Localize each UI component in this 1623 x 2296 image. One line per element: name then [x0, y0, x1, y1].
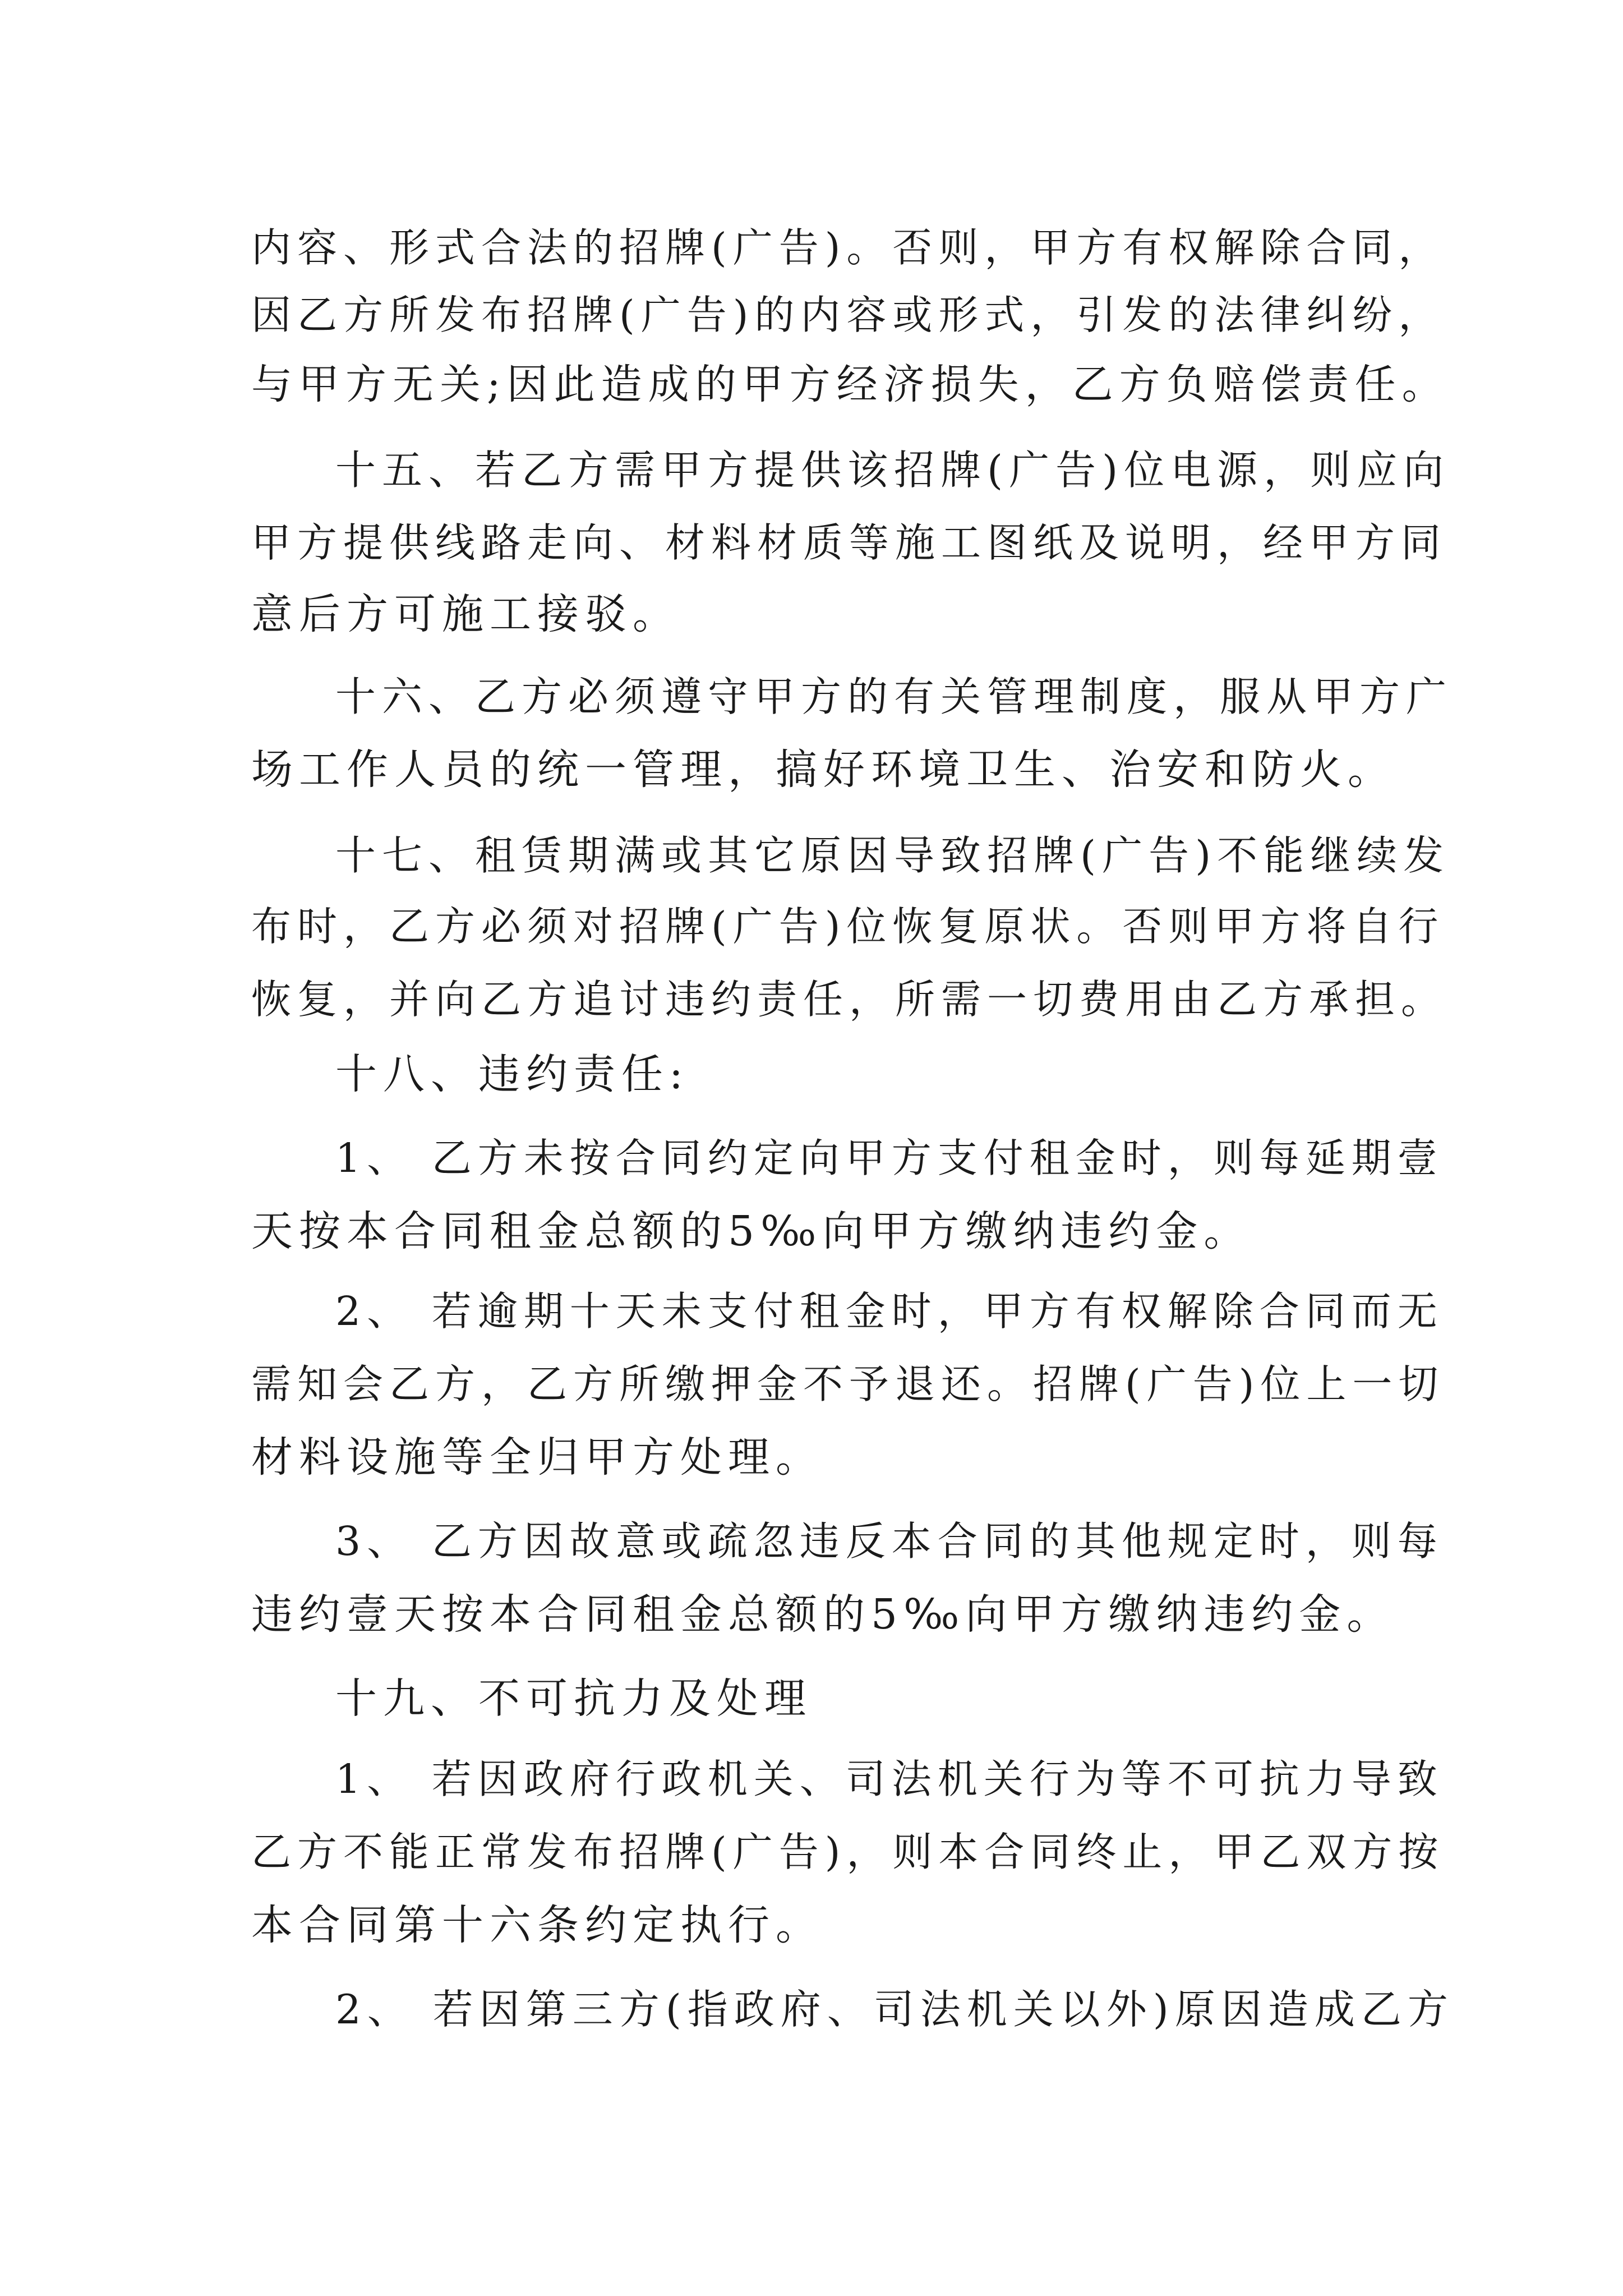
text-line: 需知会乙方，乙方所缴押金不予退还。招牌(广告)位上一切 [251, 1361, 1445, 1407]
text-line: 本合同第十六条约定执行。 [251, 1901, 823, 1949]
section-heading: 十九、不可抗力及处理 [335, 1674, 812, 1723]
text-line: 与甲方无关;因此造成的甲方经济损失，乙方负赔偿责任。 [251, 361, 1449, 408]
clause-start: 3、 乙方因故意或疏忽违反本合同的其他规定时，则每 [335, 1518, 1444, 1565]
text-line: 意后方可施工接驳。 [251, 590, 680, 638]
paragraph-start: 十六、乙方必须遵守甲方的有关管理制度，服从甲方广 [335, 673, 1453, 720]
text-line: 违约壹天按本合同租金总额的5‰向甲方缴纳违约金。 [251, 1590, 1395, 1639]
clause-start: 1、 若因政府行政机关、司法机关行为等不可抗力导致 [335, 1756, 1444, 1802]
text-line: 布时，乙方必须对招牌(广告)位恢复原状。否则甲方将自行 [251, 903, 1445, 950]
text-line: 恢复，并向乙方追讨违约责任，所需一切费用由乙方承担。 [251, 976, 1447, 1023]
text-line: 材料设施等全归甲方处理。 [251, 1433, 823, 1481]
text-line: 天按本合同租金总额的5‰向甲方缴纳违约金。 [251, 1207, 1252, 1255]
clause-start: 1、 乙方未按合同约定向甲方支付租金时，则每延期壹 [335, 1135, 1444, 1181]
section-heading: 十八、违约责任: [335, 1050, 689, 1098]
paragraph-start: 十七、租赁期满或其它原因导致招牌(广告)不能继续发 [335, 832, 1450, 879]
text-line: 内容、形式合法的招牌(广告)。否则，甲方有权解除合同， [251, 224, 1445, 271]
clause-start: 2、 若逾期十天未支付租金时，甲方有权解除合同而无 [335, 1288, 1444, 1335]
paragraph-start: 十五、若乙方需甲方提供该招牌(广告)位电源，则应向 [335, 447, 1450, 494]
text-line: 甲方提供线路走向、材料材质等施工图纸及说明，经甲方同 [251, 519, 1447, 566]
text-line: 场工作人员的统一管理，搞好环境卫生、治安和防火。 [251, 746, 1395, 794]
text-line: 乙方不能正常发布招牌(广告)，则本合同终止，甲乙双方按 [251, 1829, 1445, 1875]
clause-start: 2、 若因第三方(指政府、司法机关以外)原因造成乙方 [335, 1986, 1454, 2033]
text-line: 因乙方所发布招牌(广告)的内容或形式，引发的法律纠纷， [251, 292, 1445, 338]
